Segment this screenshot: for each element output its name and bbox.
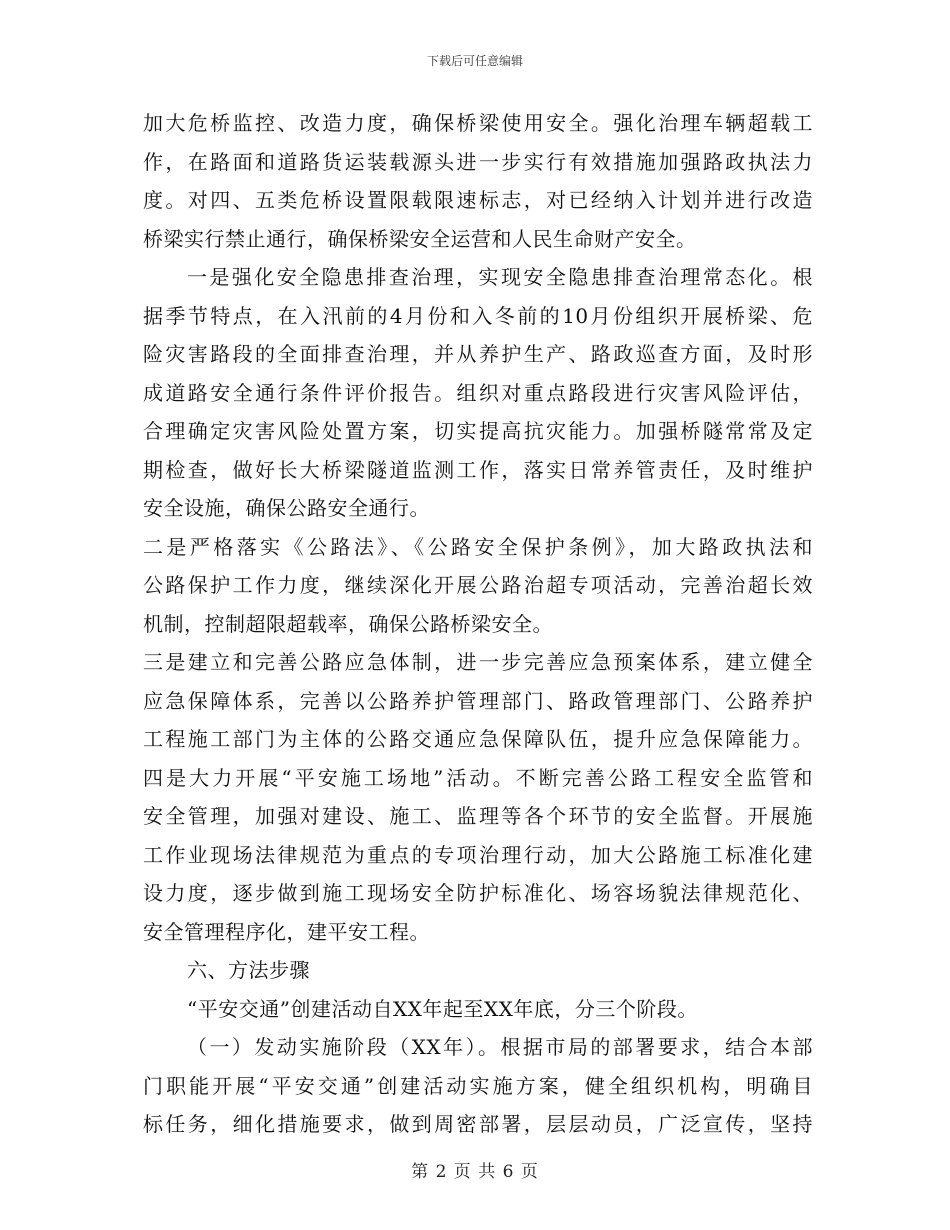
text-line: 安全设施，确保公路安全通行。 (143, 496, 430, 520)
text-line: 三是建立和完善公路应急体制，进一步完善应急预案体系，建立健全 (143, 650, 813, 674)
text-line: 应急保障体系，完善以公路养护管理部门、路政管理部门、公路养护 (143, 688, 813, 713)
text-line: 工程施工部门为主体的公路交通应急保障队伍，提升应急保障能力。 (143, 727, 813, 751)
page-header-note: 下载后可任意编辑 (426, 54, 523, 68)
text-line: 工作业现场法律规范为重点的专项治理行动，加大公路施工标准化建 (143, 842, 813, 867)
text-line: 安全管理，加强对建设、施工、监理等各个环节的安全监督。开展施 (143, 804, 813, 828)
text-line: 设力度，逐步做到施工现场安全防护标准化、场容场貌法律规范化、 (143, 881, 813, 905)
text-line: 加大危桥监控、改造力度，确保桥梁使用安全。强化治理车辆超载工 (143, 111, 813, 135)
text-line: 六、方法步骤 (187, 958, 310, 982)
text-line: “平安交通”创建活动自XX年起至XX年底，分三个阶段。 (187, 996, 698, 1021)
text-line: 公路保护工作力度，继续深化开展公路治超专项活动，完善治超长效 (143, 573, 813, 597)
text-line: 期检查，做好长大桥梁隧道监测工作，落实日常养管责任，及时维护 (143, 457, 813, 482)
text-line: 险灾害路段的全面排查治理，并从养护生产、路政巡查方面，及时形 (143, 342, 813, 366)
text-line: 二是严格落实《公路法》、《公路安全保护条例》，加大路政执法和 (143, 534, 813, 559)
text-line: 门职能开展“平安交通”创建活动实施方案，健全组织机构，明确目 (143, 1073, 813, 1098)
text-line: 安全管理程序化，建平安工程。 (143, 919, 430, 944)
page-number: 第 2 页 共 6 页 (411, 1162, 539, 1182)
text-line: 合理确定灾害风险处置方案，切实提高抗灾能力。加强桥隧常常及定 (143, 419, 813, 443)
text-line: （一）发动实施阶段（XX年）。根据市局的部署要求，结合本部 (187, 1035, 813, 1059)
text-line: 成道路安全通行条件评价报告。组织对重点路段进行灾害风险评估， (143, 380, 813, 405)
text-line: 一是强化安全隐患排查治理，实现安全隐患排查治理常态化。根 (187, 265, 813, 289)
text-line: 据季节特点，在入汛前的4月份和入冬前的10月份组织开展桥梁、危 (143, 303, 813, 328)
text-line: 标任务，细化措施要求，做到周密部署，层层动员，广泛宣传，坚持 (143, 1112, 813, 1136)
text-line: 桥梁实行禁止通行，确保桥梁安全运营和人民生命财产安全。 (143, 226, 697, 251)
text-line: 作，在路面和道路货运装载源头进一步实行有效措施加强路政执法力 (143, 149, 813, 174)
text-line: 四是大力开展“平安施工场地”活动。不断完善公路工程安全监管和 (143, 765, 813, 790)
document-body (143, 104, 813, 1144)
text-line: 度。对四、五类危桥设置限载限速标志，对已经纳入计划并进行改造 (143, 188, 813, 212)
text-line: 机制，控制超限超载率，确保公路桥梁安全。 (143, 611, 553, 636)
